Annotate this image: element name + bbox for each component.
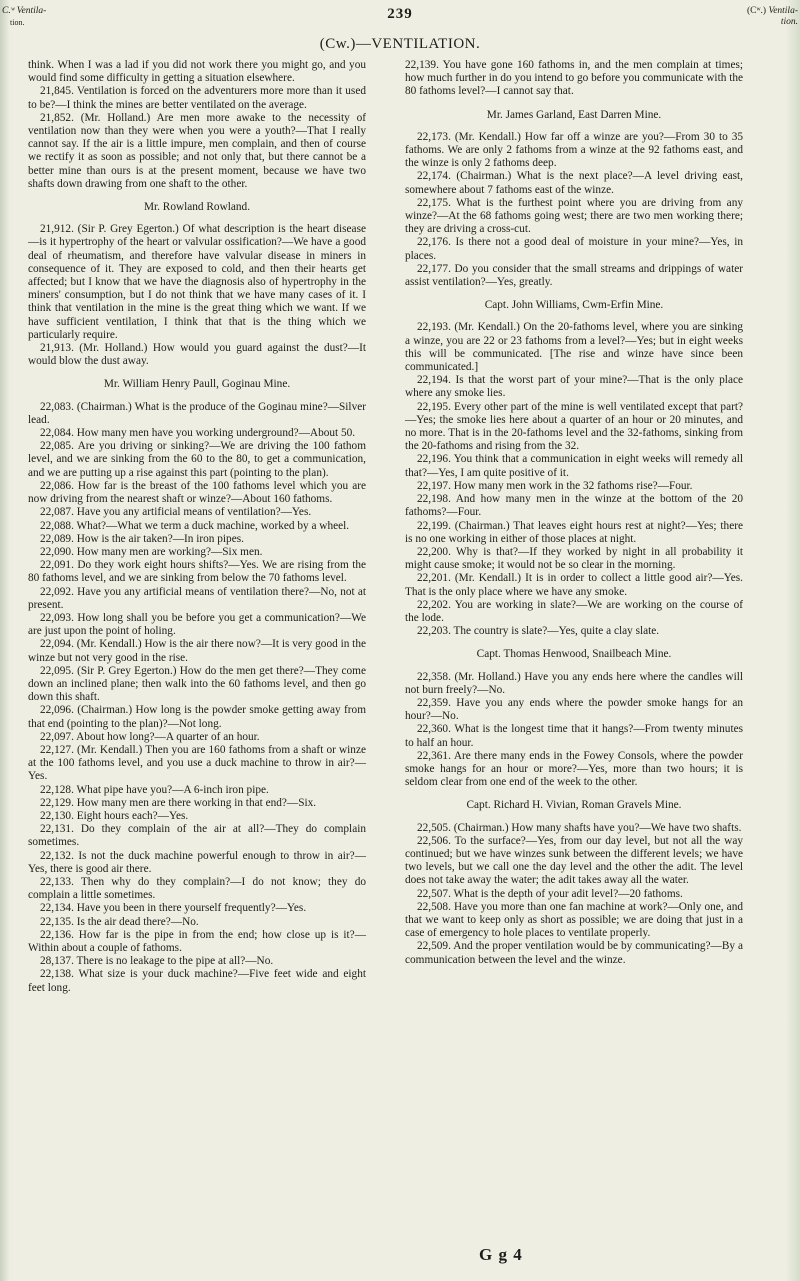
witness-heading: Capt. Richard H. Vivian, Roman Gravels Mine. (466, 799, 682, 812)
page-number: 239 (387, 6, 413, 22)
testimony-paragraph: 22,127. (Mr. Kendall.) Then you are 160 fathoms from a shaft or winze at the 100 fathoms level, and you use a duck machine to throw in air?—Yes. (28, 743, 366, 783)
testimony-paragraph: think. When I was a lad if you did not work there you might go, and you would find some difficulty in getting a situation elsewhere. (28, 59, 366, 85)
testimony-paragraph: 22,176. Is there not a good deal of moisture in your mine?—Yes, in places. (405, 236, 743, 262)
testimony-paragraph: 22,133. Then why do they complain?—I do not know; they do complain a little sometimes. (28, 875, 366, 902)
testimony-paragraph: 22,093. How long shall you be before you get a communication?—We are just upon the point of holing. (28, 611, 366, 638)
testimony-paragraph: 22,134. Have you been in there yourself frequently?—Yes. (40, 902, 307, 915)
testimony-paragraph: 22,132. Is not the duck machine powerful enough to throw in air?—Yes, there is good air there. (28, 849, 366, 875)
testimony-paragraph: 22,139. You have gone 160 fathoms in, and the men complain at times; how much further in do you intend to go before you communicate with the 80 fathoms level?—I cannot say that. (405, 59, 743, 98)
testimony-paragraph: 22,197. How many men work in the 32 fathoms rise?—Four. (417, 479, 693, 492)
running-head: (Cw.)—VENTILATION. (319, 36, 481, 52)
left-margin-text: C.ʷ Ventila- (2, 6, 47, 16)
testimony-paragraph: 22,092. Have you any artificial means of ventilation there?—No, not at present. (28, 585, 366, 611)
testimony-paragraph: 22,091. Do they work eight hours shifts?—Yes. We are rising from the 80 fathoms level, and we are sinking from below the 70 fathoms level. (28, 559, 366, 585)
witness-heading: Mr. James Garland, East Darren Mine. (486, 108, 662, 121)
testimony-paragraph: 22,199. (Chairman.) That leaves eight hours rest at night?—Yes; there is no one working in either of those places at night. (405, 519, 743, 545)
testimony-paragraph: 22,094. (Mr. Kendall.) How is the air there now?—It is very good in the winze but not very good in the rise. (28, 638, 366, 664)
testimony-paragraph: 22,131. Do they complain of the air at all?—They do complain sometimes. (28, 823, 366, 849)
testimony-paragraph: 22,358. (Mr. Holland.) Have you any ends here where the candles will not burn freely?—No. (405, 670, 743, 696)
testimony-paragraph: 22,359. Have you any ends where the powder smoke hangs for an hour?—No. (405, 696, 743, 723)
testimony-paragraph: 21,845. Ventilation is forced on the adventurers more more than it used to be?—I think the mines are better ventilated on the average. (28, 85, 366, 111)
testimony-paragraph: 22,138. What size is your duck machine?—Five feet wide and eight feet long. (28, 968, 366, 994)
testimony-paragraph: 22,086. How far is the breast of the 100 fathoms level which you are now driving from the nearest shaft or winze?—About 160 fathoms. (28, 479, 366, 506)
right-column (405, 59, 743, 967)
testimony-paragraph: 22,198. And how many men in the winze at the bottom of the 20 fathoms?—Four. (405, 493, 743, 519)
testimony-paragraph: 22,361. Are there many ends in the Fowey Consols, where the powder smoke hangs for an hour or more?—Yes, more than two hours; it is seldom clear from one end of the week to the other. (405, 749, 743, 789)
page-binding-shadow (0, 0, 10, 1281)
testimony-paragraph: 22,130. Eight hours each?—Yes. (40, 809, 189, 822)
testimony-paragraph: 22,088. What?—What we term a duck machine, worked by a wheel. (40, 519, 350, 532)
testimony-paragraph: 22,095. (Sir P. Grey Egerton.) How do the men get there?—They come down an inclined plane; then walk into the 60 fathoms level, and then go down this shaft. (28, 664, 366, 704)
testimony-paragraph: 22,203. The country is slate?—Yes, quite a clay slate. (417, 625, 660, 638)
testimony-paragraph: 22,173. (Mr. Kendall.) How far off a winze are you?—From 30 to 35 fathoms. We are only 2 fathoms from a winze at the 92 fathoms east, and the winze is only 2 fathoms deep. (405, 130, 743, 170)
testimony-paragraph: 22,090. How many men are working?—Six men. (40, 545, 263, 558)
testimony-paragraph: 22,129. How many men are there working in that end?—Six. (40, 796, 317, 809)
testimony-paragraph: 22,083. (Chairman.) What is the produce of the Goginau mine?—Silver lead. (28, 400, 366, 426)
right-margin-text: (Cʷ.) (746, 6, 767, 16)
witness-heading: Mr. William Henry Paull, Goginau Mine. (103, 378, 291, 391)
right-margin-word: Ventila- (768, 6, 798, 16)
testimony-paragraph: 22,128. What pipe have you?—A 6-inch iron pipe. (40, 783, 269, 796)
testimony-paragraph: 22,096. (Chairman.) How long is the powder smoke getting away from that end (pointing to the plan)?—Not long. (28, 704, 366, 730)
testimony-paragraph: 28,137. There is no leakage to the pipe at all?—No. (40, 955, 274, 968)
left-margin-subtext: tion. (10, 18, 25, 27)
testimony-paragraph: 22,509. And the proper ventilation would be by communicating?—By a communication between the level and the winze. (405, 940, 743, 966)
testimony-paragraph: 22,505. (Chairman.) How many shafts have you?—We have two shafts. (417, 821, 742, 834)
testimony-paragraph: 22,177. Do you consider that the small streams and drippings of water assist ventilation?—Yes, greatly. (405, 262, 743, 289)
page-edge-shadow (786, 0, 800, 1281)
testimony-paragraph: 22,360. What is the longest time that it hangs?—From twenty minutes to half an hour. (405, 723, 743, 749)
testimony-paragraph: 21,852. (Mr. Holland.) Are men more awake to the necessity of ventilation now than they were when you were a youth?—That I really cannot say. If the air is a little impure, men complain, and then of course we rectify it as soon as possible; and not only that, but there cannot be a better mine than ours is at the present moment, because we have two shafts down drawing from one shaft to the other. (28, 111, 366, 190)
testimony-paragraph: 22,097. About how long?—A quarter of an hour. (40, 730, 260, 743)
witness-heading: Capt. Thomas Henwood, Snailbeach Mine. (476, 648, 672, 661)
testimony-paragraph: 22,089. How is the air taken?—In iron pipes. (40, 532, 244, 545)
testimony-paragraph: 21,913. (Mr. Holland.) How would you guard against the dust?—It would blow the dust away. (28, 342, 366, 368)
testimony-paragraph: 22,085. Are you driving or sinking?—We are driving the 100 fathom level, and we are sinking from the 60 to the 80, to get a communication, and we are putting up a rise against this part (pointing to the plan). (28, 440, 366, 479)
witness-heading: Mr. Rowland Rowland. (143, 201, 251, 214)
testimony-paragraph: 22,195. Every other part of the mine is well ventilated except that part?—Yes; the smoke lies here about a quarter of an hour or 20 minutes, and no more. That is in the 20-fathoms level and the 32-fathoms, sinking from the 20-fathoms and rising from the 32. (405, 400, 743, 453)
right-margin-subtext: tion. (780, 17, 798, 27)
testimony-paragraph: 22,087. Have you any artificial means of ventilation?—Yes. (40, 506, 312, 519)
testimony-paragraph: 21,912. (Sir P. Grey Egerton.) Of what description is the heart disease—is it hypertrophy of the heart or valvular ossification?—We have a good deal of rheumatism, and therefore have valvular disease in miners in consequence of it. They are exposed to cold, and then their hearts get affected; but I know that we have the diagnosis also of hypertrophy in the miners' consumption, but I do not think that we have many cases of it. I think that ventilation in the mine is the great thing which we want. If we have sufficient ventilation, I think that that is the thing which we particularly require. (28, 223, 366, 341)
testimony-paragraph: 22,508. Have you more than one fan machine at work?—Only one, and that we want to keep only as short as possible; we are doing that just in a case of emergency to hole places to ventilate properly. (405, 900, 743, 940)
testimony-paragraph: 22,084. How many men have you working underground?—About 50. (40, 427, 356, 440)
signature-mark: G g 4 (479, 1245, 523, 1264)
testimony-paragraph: 22,193. (Mr. Kendall.) On the 20-fathoms level, where you are sinking a winze, you are 22 or 23 fathoms from a level?—Yes; but in eight weeks this will be communicated. [The rise and winze have since been communicated.] (405, 321, 743, 374)
testimony-paragraph: 22,196. You think that a communication in eight weeks will remedy all that?—Yes, I am quite positive of it. (405, 453, 743, 479)
testimony-paragraph: 22,194. Is that the worst part of your mine?—That is the only place where any smoke lies. (405, 374, 743, 400)
testimony-paragraph: 22,201. (Mr. Kendall.) It is in order to collect a little good air?—Yes. That is the only place where we have any smoke. (405, 572, 743, 598)
testimony-paragraph: 22,136. How far is the pipe in from the end; how close up is it?—Within about a couple of fathoms. (28, 928, 366, 954)
testimony-paragraph: 22,175. What is the furthest point where you are driving from any winze?—At the 68 fathoms going west; there are two men working there; they are driving a cross-cut. (405, 196, 743, 236)
testimony-paragraph: 22,202. You are working in slate?—We are working on the course of the lode. (405, 598, 743, 624)
testimony-paragraph: 22,174. (Chairman.) What is the next place?—A level driving east, somewhere about 7 fathoms east of the winze. (405, 170, 743, 196)
testimony-paragraph: 22,135. Is the air dead there?—No. (40, 915, 199, 928)
left-column (28, 59, 366, 995)
testimony-paragraph: 22,200. Why is that?—If they worked by night in all probability it might cause smoke; it would not be so clear in the morning. (405, 545, 743, 572)
testimony-paragraph: 22,507. What is the depth of your adit level?—20 fathoms. (417, 887, 683, 900)
testimony-paragraph: 22,506. To the surface?—Yes, from our day level, but not all the way continued; but we have winzes sunk between the different levels; we have two levels, but we call one the day level and the other the adit. The level does not take away the water; the adit takes away all the water. (405, 834, 743, 887)
witness-heading: Capt. John Williams, Cwm-Erfin Mine. (484, 299, 664, 312)
